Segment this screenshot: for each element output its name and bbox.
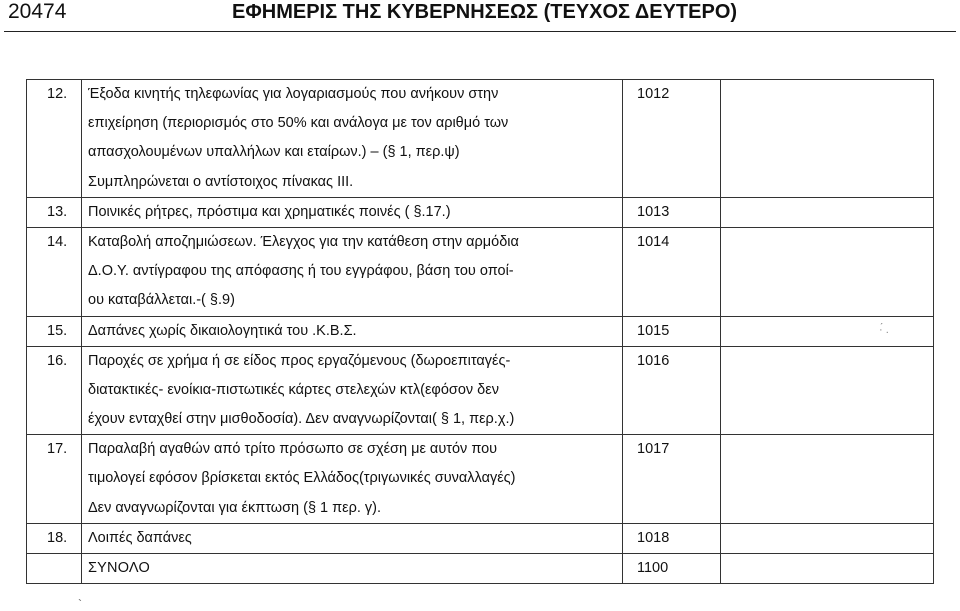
header-divider — [4, 31, 956, 32]
row-code — [623, 80, 721, 198]
row-code — [623, 346, 721, 435]
table-row — [27, 80, 934, 198]
row-description — [82, 227, 623, 316]
row-number-text: 17. — [47, 441, 68, 458]
scan-artifact: ·́ . — [879, 324, 889, 336]
row-code-text: 1018 — [637, 529, 670, 546]
row-code — [623, 523, 721, 553]
expense-table — [26, 79, 934, 584]
description-line: Δ.Ο.Υ. αντίγραφου της απόφασης ή του εγγράφου, βάση του οποί- — [88, 263, 514, 280]
row-description — [82, 523, 623, 553]
table-row — [27, 316, 934, 346]
row-code-text: 1016 — [637, 352, 670, 369]
row-code-text: 1014 — [637, 233, 670, 250]
description-line: έχουν ενταχθεί στην μισθοδοσία). Δεν αναγνωρίζονται( § 1, περ.χ.) — [88, 411, 515, 428]
amount-cell — [721, 346, 934, 435]
row-number — [27, 523, 82, 553]
scan-artifact: ` — [78, 597, 82, 611]
total-label: ΣΥΝΟΛΟ — [88, 560, 150, 576]
total-code — [623, 554, 721, 584]
row-description — [82, 80, 623, 198]
row-code-text: 1013 — [637, 203, 670, 220]
gazette-title: ΕΦΗΜΕΡΙΣ ΤΗΣ ΚΥΒΕΡΝΗΣΕΩΣ (ΤΕΥΧΟΣ ΔΕΥΤΕΡΟ) — [232, 1, 738, 23]
row-description — [82, 435, 623, 524]
row-number — [27, 435, 82, 524]
page-number: 20474 — [8, 0, 67, 23]
description-line: Καταβολή αποζημιώσεων. Έλεγχος για την κατάθεση στην αρμόδια — [88, 233, 519, 250]
row-code-text: 1017 — [637, 441, 670, 458]
table-row — [27, 197, 934, 227]
row-description — [82, 197, 623, 227]
description-line: Δεν αναγνωρίζονται για έκπτωση (§ 1 περ. γ). — [88, 499, 382, 516]
row-number — [27, 554, 82, 584]
row-number-text: 13. — [47, 203, 68, 220]
row-number — [27, 316, 82, 346]
row-code — [623, 197, 721, 227]
description-line: Παροχές σε χρήμα ή σε είδος προς εργαζόμενους (δωροεπιταγές- — [88, 352, 511, 369]
description-line: ου καταβάλλεται.-( §.9) — [88, 292, 235, 309]
row-number-text: 12. — [47, 86, 68, 102]
row-code — [623, 316, 721, 346]
description-line: Ποινικές ρήτρες, πρόστιμα και χρηματικές ποινές ( §.17.) — [88, 203, 451, 220]
row-code-text: 1015 — [637, 322, 670, 339]
amount-cell — [721, 435, 934, 524]
row-code — [623, 227, 721, 316]
description-line: διατακτικές- ενοίκια-πιστωτικές κάρτες στελεχών κτλ(εφόσον δεν — [88, 381, 499, 398]
description-line: επιχείρηση (περιορισμός στο 50% και ανάλογα με τον αριθμό των — [88, 115, 509, 132]
amount-cell — [721, 227, 934, 316]
amount-cell — [721, 316, 934, 346]
row-description — [82, 316, 623, 346]
description-line: Λοιπές δαπάνες — [88, 529, 192, 546]
row-code — [623, 435, 721, 524]
row-code-text: 1012 — [637, 86, 670, 102]
table-row — [27, 435, 934, 524]
description-line: τιμολογεί εφόσον βρίσκεται εκτός Ελλάδος(τριγωνικές συναλλαγές) — [88, 470, 516, 487]
row-number — [27, 80, 82, 198]
description-line: Έξοδα κινητής τηλεφωνίας για λογαριασμούς που ανήκουν στην — [88, 86, 499, 102]
row-number-text: 18. — [47, 529, 68, 546]
expense-table-body — [27, 80, 934, 584]
total-code-text: 1100 — [637, 560, 669, 576]
total-row — [27, 554, 934, 584]
table-row — [27, 346, 934, 435]
description-line: απασχολουμένων υπαλλήλων και εταίρων.) – (§ 1, περ.ψ) — [88, 144, 460, 161]
total-label-cell — [82, 554, 623, 584]
table-row — [27, 523, 934, 553]
row-description — [82, 346, 623, 435]
row-number — [27, 346, 82, 435]
row-number-text: 14. — [47, 233, 68, 250]
description-line: Δαπάνες χωρίς δικαιολογητικά του .Κ.Β.Σ. — [88, 322, 357, 339]
row-number — [27, 227, 82, 316]
table-row — [27, 227, 934, 316]
total-amount-cell — [721, 554, 934, 584]
row-number — [27, 197, 82, 227]
description-line: Συμπληρώνεται ο αντίστοιχος πίνακας III. — [88, 173, 354, 190]
row-number-text: 16. — [47, 352, 68, 369]
description-line: Παραλαβή αγαθών από τρίτο πρόσωπο σε σχέση με αυτόν που — [88, 441, 498, 458]
amount-cell — [721, 523, 934, 553]
amount-cell — [721, 80, 934, 198]
amount-cell — [721, 197, 934, 227]
row-number-text: 15. — [47, 322, 68, 339]
